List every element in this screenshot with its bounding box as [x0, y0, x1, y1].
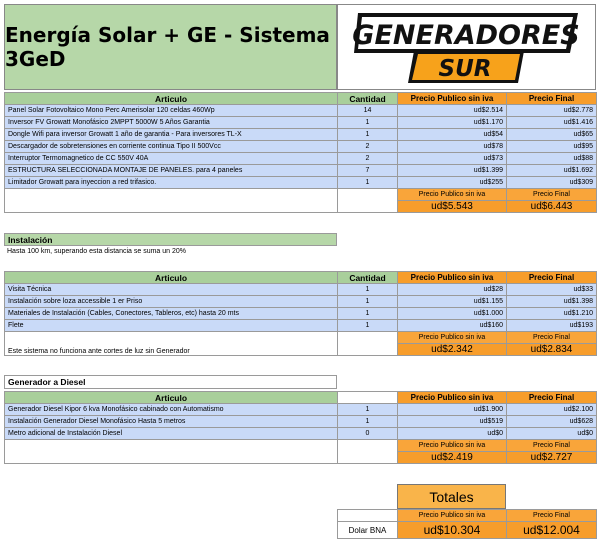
- cell-sin-iva: ud$1.000: [398, 308, 507, 320]
- empty-cell: [5, 189, 338, 213]
- header-articulo: Articulo: [5, 392, 338, 404]
- cell-cantidad: 14: [338, 105, 398, 117]
- subtotal-label-sin-iva: Precio Publico sin iva: [398, 332, 507, 344]
- empty-cell: [5, 440, 338, 464]
- header-precio-sin-iva: Precio Publico sin iva: [398, 392, 507, 404]
- header-precio-sin-iva: Precio Publico sin iva: [398, 93, 507, 105]
- table-row: [5, 428, 597, 440]
- subtotal-label-sin-iva: Precio Publico sin iva: [398, 440, 507, 452]
- cell-final: ud$65: [507, 129, 597, 141]
- cell-articulo: Instalación Generador Diesel Monofásico Hasta 5 metros: [5, 416, 338, 428]
- page-title-text: Energía Solar + GE - Sistema 3GeD: [5, 23, 330, 71]
- cell-final: ud$1.692: [507, 165, 597, 177]
- header-cantidad: Cantidad: [338, 272, 398, 284]
- subtotal-final: ud$2.727: [507, 452, 597, 464]
- table-row: [5, 177, 597, 189]
- cell-cantidad: 1: [338, 404, 398, 416]
- table-row: [5, 416, 597, 428]
- cell-articulo: Interruptor Termomagnetico de CC 550V 40A: [5, 153, 338, 165]
- table-row: [5, 308, 597, 320]
- cell-articulo: Dongle Wifi para inversor Growatt 1 año de garantia - Para inversores TL-X: [5, 129, 338, 141]
- cell-sin-iva: ud$28: [398, 284, 507, 296]
- header-articulo: Articulo: [5, 93, 338, 105]
- empty-cell: [338, 189, 398, 213]
- cell-cantidad: 2: [338, 153, 398, 165]
- cell-cantidad: 1: [338, 296, 398, 308]
- grand-total-sin-iva: ud$10.304: [398, 522, 507, 539]
- table-row: [5, 165, 597, 177]
- table-row: [5, 129, 597, 141]
- subtotal-sin-iva: ud$2.342: [398, 344, 507, 356]
- cell-cantidad: 7: [338, 165, 398, 177]
- cell-final: ud$1.416: [507, 117, 597, 129]
- header-precio-final: Precio Final: [507, 93, 597, 105]
- cell-sin-iva: ud$1.155: [398, 296, 507, 308]
- page-title: [4, 4, 337, 90]
- installation-table: [4, 271, 597, 356]
- cell-final: ud$2.778: [507, 105, 597, 117]
- cell-sin-iva: ud$255: [398, 177, 507, 189]
- cell-cantidad: 1: [338, 177, 398, 189]
- cell-sin-iva: ud$2.514: [398, 105, 507, 117]
- subtotal-final: ud$2.834: [507, 344, 597, 356]
- cell-cantidad: 1: [338, 117, 398, 129]
- header-precio-sin-iva: Precio Publico sin iva: [398, 272, 507, 284]
- table-row: [5, 320, 597, 332]
- table-row: [5, 296, 597, 308]
- cell-articulo: Materiales de Instalación (Cables, Conectores, Tableros, etc) hasta 20 mts: [5, 308, 338, 320]
- company-logo: [337, 4, 596, 90]
- logo-bottom-text: SUR: [438, 56, 491, 82]
- products-table: [4, 92, 597, 213]
- table-row: [5, 141, 597, 153]
- cell-cantidad: 1: [338, 129, 398, 141]
- cell-articulo: Descargador de sobretensiones en corriente continua Tipo II 500Vcc: [5, 141, 338, 153]
- cell-final: ud$88: [507, 153, 597, 165]
- table-row: [5, 284, 597, 296]
- dolar-bna-label: Dolar BNA: [338, 522, 398, 539]
- empty-cell: [338, 332, 398, 356]
- empty-cell: [338, 510, 398, 522]
- cell-cantidad: 1: [338, 284, 398, 296]
- section-label-generador: Generador a Diesel: [4, 375, 337, 389]
- cell-cantidad: 2: [338, 141, 398, 153]
- empty-cell: [338, 440, 398, 464]
- empty-cell: [338, 392, 398, 404]
- cell-cantidad: 0: [338, 428, 398, 440]
- cell-articulo: Metro adicional de Instalación Diesel: [5, 428, 338, 440]
- totales-title: Totales: [397, 484, 506, 509]
- cell-sin-iva: ud$54: [398, 129, 507, 141]
- cell-final: ud$33: [507, 284, 597, 296]
- subtotal-label-final: Precio Final: [507, 440, 597, 452]
- generator-table: [4, 391, 597, 464]
- total-label-sin-iva: Precio Publico sin iva: [398, 510, 507, 522]
- subtotal-label-sin-iva: Precio Publico sin iva: [398, 189, 507, 201]
- cell-final: ud$2.100: [507, 404, 597, 416]
- cell-final: ud$1.210: [507, 308, 597, 320]
- cell-sin-iva: ud$160: [398, 320, 507, 332]
- header-cantidad: Cantidad: [338, 93, 398, 105]
- subtotal-sin-iva: ud$2.419: [398, 452, 507, 464]
- cell-sin-iva: ud$519: [398, 416, 507, 428]
- table-row: [5, 153, 597, 165]
- cell-sin-iva: ud$1.900: [398, 404, 507, 416]
- instalacion-note: Hasta 100 km, superando esta distancia se suma un 20%: [7, 248, 186, 255]
- cell-sin-iva: ud$0: [398, 428, 507, 440]
- cell-cantidad: 1: [338, 320, 398, 332]
- header-articulo: Articulo: [5, 272, 338, 284]
- cell-articulo: Visita Técnica: [5, 284, 338, 296]
- section-label-instalacion: Instalación: [4, 233, 337, 246]
- subtotal-sin-iva: ud$5.543: [398, 201, 507, 213]
- table-row: [5, 105, 597, 117]
- table-row: [5, 404, 597, 416]
- logo-top-text: GENERADORES: [351, 20, 580, 51]
- system-note: Este sistema no funciona ante cortes de luz sin Generador: [5, 332, 338, 356]
- table-row: [5, 117, 597, 129]
- generadores-sur-logo: [352, 9, 582, 85]
- cell-sin-iva: ud$73: [398, 153, 507, 165]
- cell-articulo: ESTRUCTURA SELECCIONADA MONTAJE DE PANELES. para 4 paneles: [5, 165, 338, 177]
- cell-sin-iva: ud$1.399: [398, 165, 507, 177]
- cell-articulo: Generador Diesel Kipor 6 kva Monofásico cabinado con Automatismo: [5, 404, 338, 416]
- cell-final: ud$309: [507, 177, 597, 189]
- cell-cantidad: 1: [338, 416, 398, 428]
- cell-final: ud$628: [507, 416, 597, 428]
- cell-final: ud$95: [507, 141, 597, 153]
- header-precio-final: Precio Final: [507, 272, 597, 284]
- header-precio-final: Precio Final: [507, 392, 597, 404]
- cell-final: ud$0: [507, 428, 597, 440]
- cell-articulo: Limitador Growatt para inyeccion a red trifasico.: [5, 177, 338, 189]
- subtotal-label-final: Precio Final: [507, 332, 597, 344]
- cell-articulo: Instalación sobre loza accessible 1 er Priso: [5, 296, 338, 308]
- totals-table: [337, 509, 597, 539]
- cell-articulo: Panel Solar Fotovoltaico Mono Perc Amerisolar 120 celdas 460Wp: [5, 105, 338, 117]
- grand-total-final: ud$12.004: [507, 522, 597, 539]
- cell-articulo: Flete: [5, 320, 338, 332]
- cell-cantidad: 1: [338, 308, 398, 320]
- total-label-final: Precio Final: [507, 510, 597, 522]
- subtotal-final: ud$6.443: [507, 201, 597, 213]
- cell-sin-iva: ud$78: [398, 141, 507, 153]
- cell-final: ud$1.398: [507, 296, 597, 308]
- cell-articulo: Inversor FV Growatt Monofásico 2MPPT 5000W 5 Años Garantia: [5, 117, 338, 129]
- subtotal-label-final: Precio Final: [507, 189, 597, 201]
- cell-final: ud$193: [507, 320, 597, 332]
- cell-sin-iva: ud$1.170: [398, 117, 507, 129]
